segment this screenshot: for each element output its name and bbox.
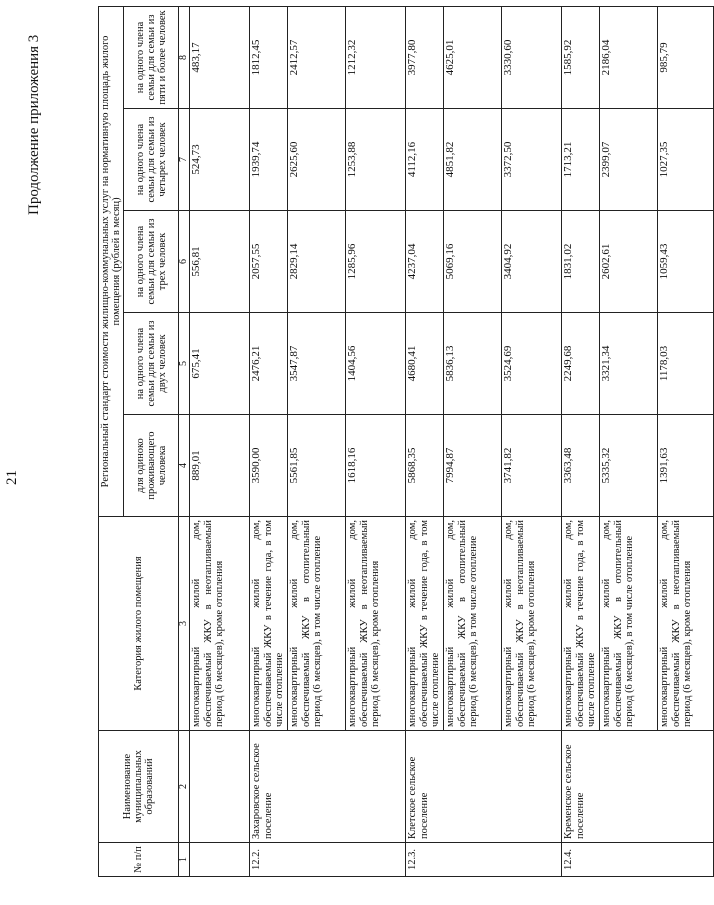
header-category: Категория жилого помещения: [99, 517, 179, 731]
value-c4: 7994,87: [444, 415, 502, 517]
value-c6: 1285,96: [346, 211, 406, 313]
header-c7: на одного члена семьи для семьи из четырех человек: [124, 109, 179, 211]
value-c6: 2829,14: [288, 211, 346, 313]
table-row: [250, 6, 288, 876]
value-c6: 3404,92: [502, 211, 562, 313]
value-c4: 1618,16: [346, 415, 406, 517]
value-c8: 483,17: [190, 6, 250, 108]
table-row: [190, 6, 250, 876]
table-row: [406, 6, 444, 876]
header-c5: на одного члена семьи для семьи из двух человек: [124, 313, 179, 415]
value-c5: 3547,87: [288, 313, 346, 415]
value-c6: 556,81: [190, 211, 250, 313]
header-mun: Наименование муниципальных образований: [99, 731, 179, 843]
index-cell: 2: [179, 731, 190, 843]
row-num: 12.4.: [562, 843, 714, 877]
value-c7: 1027,35: [658, 109, 714, 211]
value-c8: 985,79: [658, 6, 714, 108]
value-c8: 4625,01: [444, 6, 502, 108]
index-row: [179, 6, 190, 876]
value-c5: 675,41: [190, 313, 250, 415]
value-c6: 2057,55: [250, 211, 288, 313]
index-cell: 5: [179, 313, 190, 415]
value-c8: 3977,80: [406, 6, 444, 108]
row-category: многоквартирный жилой дом, обеспечиваемый ЖКУ в неотапливаемый период (6 месяцев), кроме отопления: [346, 517, 406, 731]
row-mun: Кременское сельское поселение: [562, 731, 714, 843]
row-category: многоквартирный жилой дом, обеспечиваемый ЖКУ в течение года, в том числе отопление: [562, 517, 600, 731]
value-c8: 3330,60: [502, 6, 562, 108]
header-standard: Региональный стандарт стоимости жилищно-коммунальных услуг на нормативную площадь жилого помещения (рублей в месяц): [99, 6, 124, 516]
index-cell: 7: [179, 109, 190, 211]
row-category: многоквартирный жилой дом, обеспечиваемый ЖКУ в неотапливаемый период (6 месяцев), кроме отопления: [190, 517, 250, 731]
value-c4: 889,01: [190, 415, 250, 517]
value-c6: 1059,43: [658, 211, 714, 313]
row-category: многоквартирный жилой дом, обеспечиваемый ЖКУ в течение года, в том числе отопление: [250, 517, 288, 731]
value-c7: 2625,60: [288, 109, 346, 211]
index-cell: 3: [179, 517, 190, 731]
value-c4: 5335,32: [600, 415, 658, 517]
value-c7: 4112,16: [406, 109, 444, 211]
row-mun: Клетское сельское поселение: [406, 731, 562, 843]
index-cell: 4: [179, 415, 190, 517]
value-c4: 3741,82: [502, 415, 562, 517]
row-category: многоквартирный жилой дом, обеспечиваемый ЖКУ в течение года, в том числе отопление: [406, 517, 444, 731]
row-category: многоквартирный жилой дом, обеспечиваемый ЖКУ в отопительный период (6 месяцев), в том числе отопление: [600, 517, 658, 731]
page-number: 21: [4, 470, 20, 485]
row-category: многоквартирный жилой дом, обеспечиваемый ЖКУ в неотапливаемый период (6 месяцев), кроме отопления: [658, 517, 714, 731]
value-c5: 5836,13: [444, 313, 502, 415]
header-row-1: [99, 6, 124, 876]
value-c7: 1713,21: [562, 109, 600, 211]
value-c8: 1812,45: [250, 6, 288, 108]
value-c7: 3372,50: [502, 109, 562, 211]
value-c5: 3321,34: [600, 313, 658, 415]
row-mun: Захаровское сельское поселение: [250, 731, 406, 843]
row-num: [190, 843, 250, 877]
row-num: 12.3.: [406, 843, 562, 877]
value-c5: 1404,56: [346, 313, 406, 415]
value-c4: 1391,63: [658, 415, 714, 517]
value-c7: 4851,82: [444, 109, 502, 211]
header-c8: на одного члена семьи для семьи из пяти и более человек: [124, 6, 179, 108]
row-category: многоквартирный жилой дом, обеспечиваемый ЖКУ в неотапливаемый период (6 месяцев), кроме отопления: [502, 517, 562, 731]
value-c5: 4680,41: [406, 313, 444, 415]
row-num: 12.2.: [250, 843, 406, 877]
index-cell: 1: [179, 843, 190, 877]
value-c8: 1585,92: [562, 6, 600, 108]
value-c8: 2186,04: [600, 6, 658, 108]
value-c4: 5561,85: [288, 415, 346, 517]
value-c7: 2399,07: [600, 109, 658, 211]
continuation-caption: Продолжение приложения 3: [26, 34, 42, 215]
header-c4: для одиноко проживающего человека: [124, 415, 179, 517]
value-c5: 3524,69: [502, 313, 562, 415]
value-c5: 2476,21: [250, 313, 288, 415]
header-c6: на одного члена семьи для семьи из трех человек: [124, 211, 179, 313]
value-c6: 5069,16: [444, 211, 502, 313]
row-category: многоквартирный жилой дом, обеспечиваемый ЖКУ в отопительный период (6 месяцев), в том числе отопление: [288, 517, 346, 731]
header-num: № п/п: [99, 843, 179, 877]
table-row: [562, 6, 600, 876]
row-mun: [190, 731, 250, 843]
value-c8: 2412,57: [288, 6, 346, 108]
value-c5: 2249,68: [562, 313, 600, 415]
value-c4: 3363,48: [562, 415, 600, 517]
value-c6: 4237,04: [406, 211, 444, 313]
index-cell: 8: [179, 6, 190, 108]
value-c7: 524,73: [190, 109, 250, 211]
standard-table: [98, 7, 714, 877]
value-c4: 3590,00: [250, 415, 288, 517]
value-c6: 1831,02: [562, 211, 600, 313]
value-c4: 5868,35: [406, 415, 444, 517]
value-c5: 1178,03: [658, 313, 714, 415]
value-c6: 2602,61: [600, 211, 658, 313]
value-c7: 1253,88: [346, 109, 406, 211]
value-c7: 1939,74: [250, 109, 288, 211]
row-category: многоквартирный жилой дом, обеспечиваемый ЖКУ в отопительный период (6 месяцев), в том числе отопление: [444, 517, 502, 731]
index-cell: 6: [179, 211, 190, 313]
value-c8: 1212,32: [346, 6, 406, 108]
